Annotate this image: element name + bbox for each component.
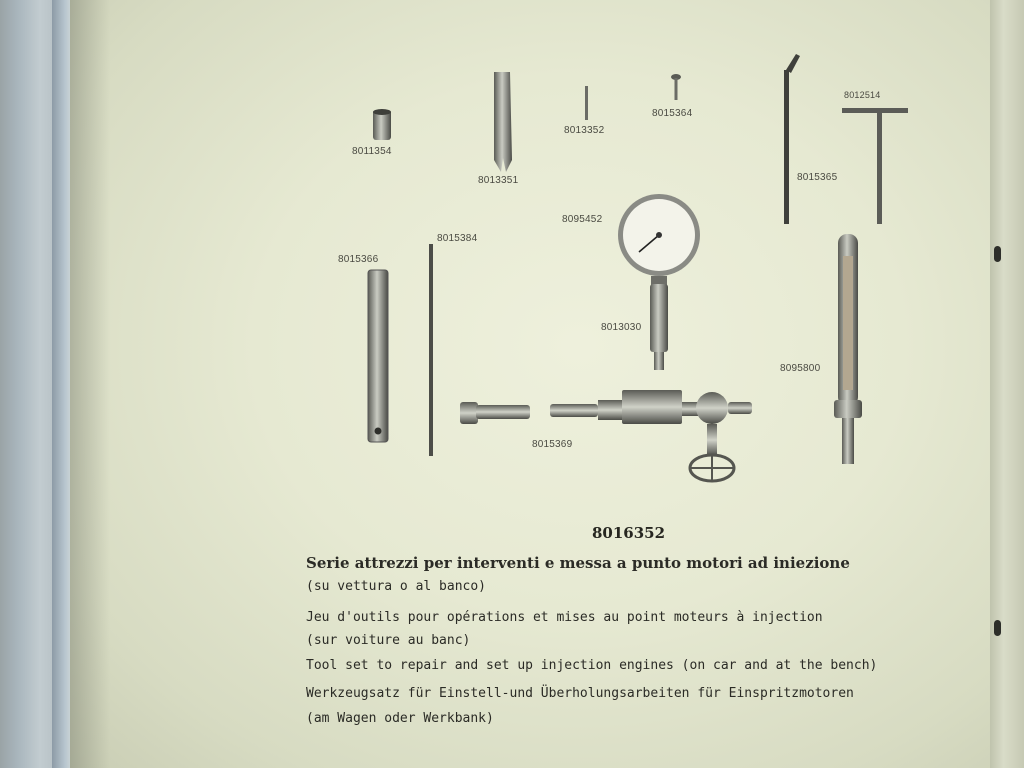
pressure-connector-8015369: [460, 390, 752, 481]
description-italian-sub: (su vettura o al banco): [306, 579, 487, 594]
part-label-8011354: 8011354: [352, 146, 392, 157]
thermometer-8095800: [834, 234, 862, 464]
sleeve-tool-8011354: [373, 109, 391, 140]
part-label-8015366: 8015366: [338, 254, 379, 265]
part-label-8013352: 8013352: [564, 125, 605, 136]
dial-gauge-8095452: [618, 194, 700, 286]
pin-8013352: [585, 86, 588, 120]
forked-wrench-8013351: [494, 72, 512, 172]
description-german-sub: (am Wagen oder Werkbank): [306, 711, 494, 726]
t-handle-8012514: [842, 108, 908, 224]
part-label-8015364: 8015364: [652, 108, 693, 119]
part-label-8095800: 8095800: [780, 363, 821, 374]
description-french-sub: (sur voiture au banc): [306, 633, 471, 648]
part-label-8015365: 8015365: [797, 172, 838, 183]
gauge-stem-8013030: [650, 284, 668, 370]
part-label-8015384: 8015384: [437, 233, 478, 244]
description-italian: Serie attrezzi per interventi e messa a punto motori ad iniezione: [306, 554, 850, 572]
part-label-8013351: 8013351: [478, 175, 519, 186]
part-label-8012514: 8012514: [844, 90, 881, 100]
description-german: Werkzeugsatz für Einstell-und Überholungsarbeiten für Einspritzmotoren: [306, 686, 854, 701]
description-french: Jeu d'outils pour opérations et mises au point moteurs à injection: [306, 610, 823, 625]
screw-8015364: [671, 74, 681, 100]
flat-bar-8015366: [368, 270, 388, 442]
part-label-8013030: 8013030: [601, 322, 642, 333]
long-rod-8015384: [429, 244, 433, 456]
part-label-8095452: 8095452: [562, 214, 603, 225]
tool-set-code: 8016352: [592, 524, 666, 542]
part-label-8015369: 8015369: [532, 439, 573, 450]
l-rod-8015365: [784, 54, 800, 224]
description-english: Tool set to repair and set up injection engines (on car and at the bench): [306, 658, 878, 673]
